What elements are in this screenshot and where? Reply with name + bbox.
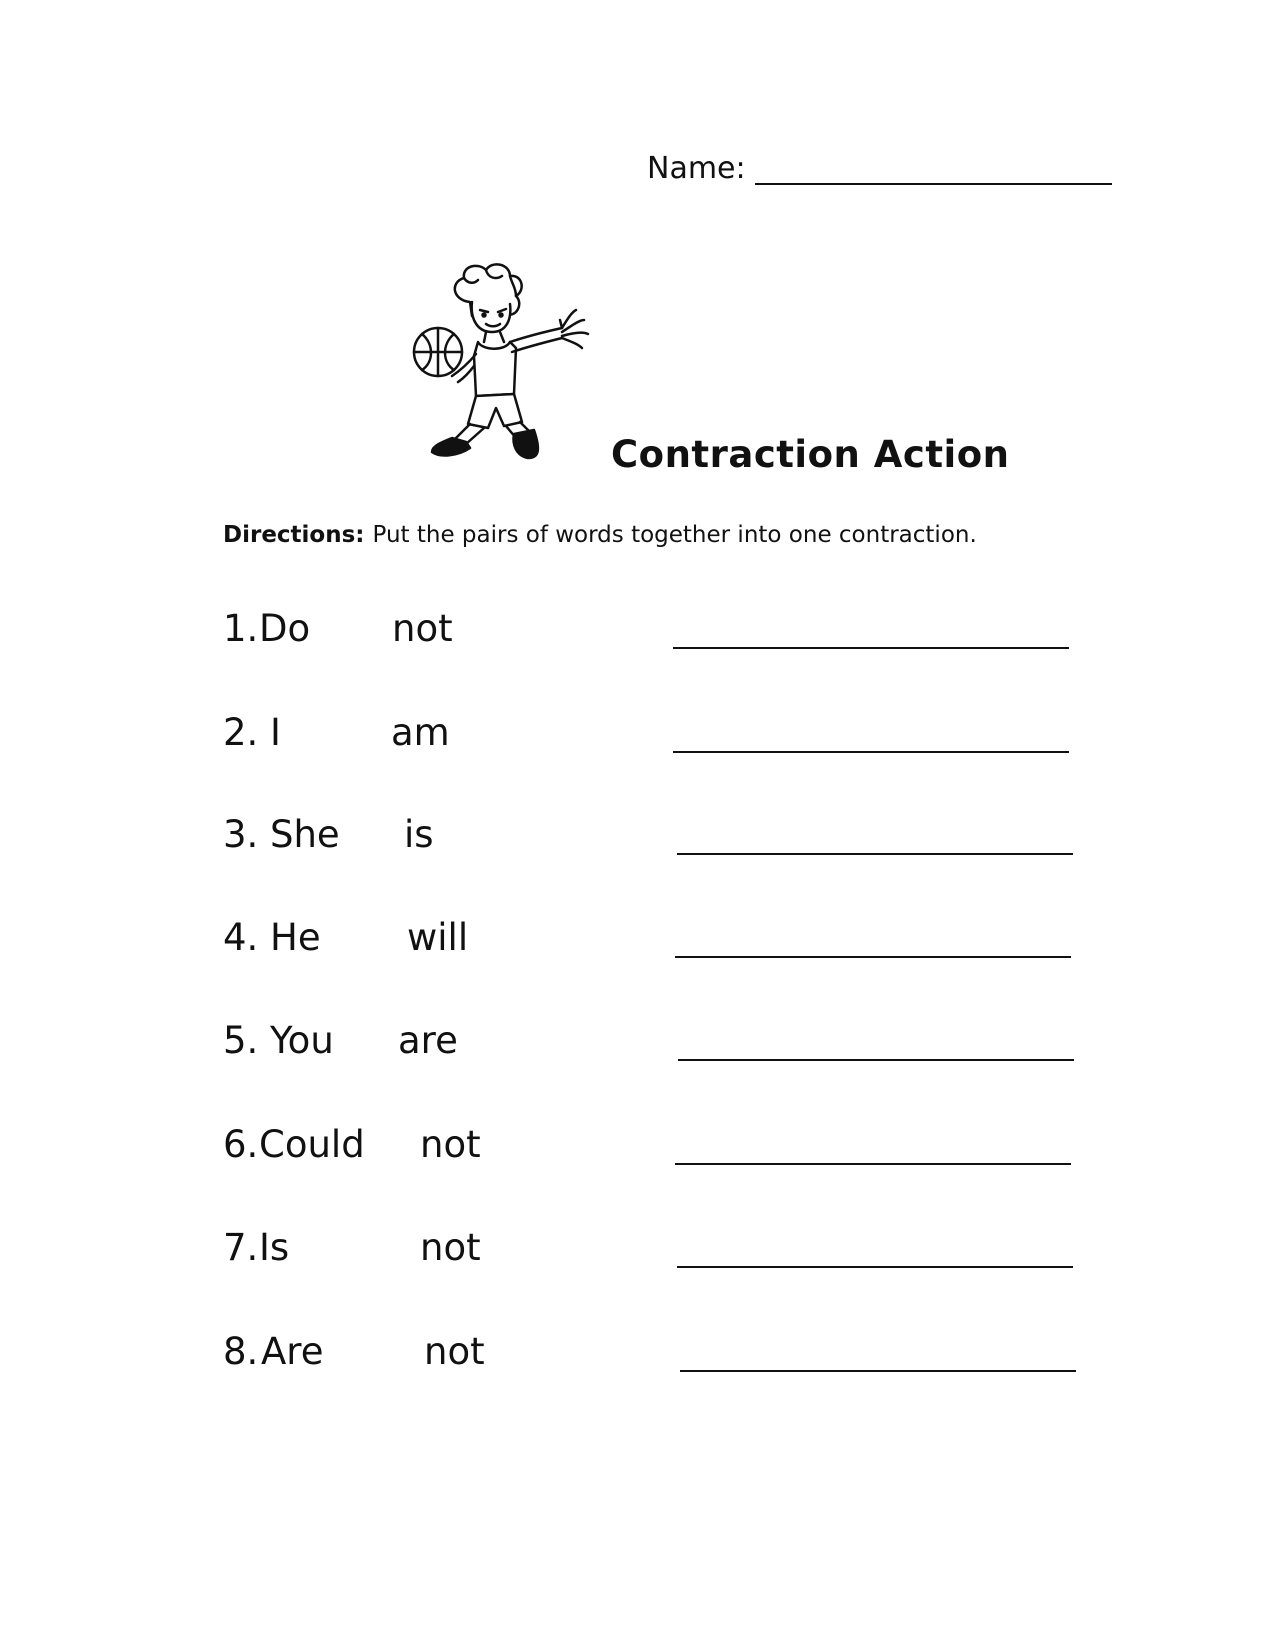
answer-line[interactable] <box>680 1370 1076 1372</box>
item-word2: not <box>420 1226 481 1269</box>
item-word2: will <box>407 916 469 959</box>
list-item <box>0 1328 1275 1388</box>
answer-line[interactable] <box>673 751 1069 753</box>
name-field[interactable] <box>647 150 1117 190</box>
list-item <box>0 709 1275 769</box>
item-word1: She <box>270 813 340 856</box>
answer-line[interactable] <box>675 956 1071 958</box>
item-word2: is <box>404 813 434 856</box>
item-number: 6. <box>223 1123 259 1166</box>
answer-line[interactable] <box>678 1059 1074 1061</box>
name-blank-line[interactable] <box>755 183 1112 185</box>
list-item <box>0 1224 1275 1284</box>
item-word2: am <box>391 711 450 754</box>
list-item <box>0 914 1275 974</box>
list-item <box>0 811 1275 871</box>
list-item <box>0 1121 1275 1181</box>
item-number: 1. <box>223 607 259 650</box>
item-number: 4. <box>223 916 259 959</box>
directions-text: Put the pairs of words together into one contraction. <box>372 522 977 548</box>
item-word1: Is <box>259 1226 290 1269</box>
directions-label: Directions: <box>223 522 365 548</box>
item-word2: not <box>424 1330 485 1373</box>
item-word1: Are <box>261 1330 324 1373</box>
list-item <box>0 1017 1275 1077</box>
item-number: 8. <box>223 1330 259 1373</box>
item-number: 2. <box>223 711 259 754</box>
item-word1: You <box>270 1019 334 1062</box>
item-word2: not <box>420 1123 481 1166</box>
item-number: 3. <box>223 813 259 856</box>
answer-line[interactable] <box>677 853 1073 855</box>
answer-line[interactable] <box>675 1163 1071 1165</box>
item-word1: He <box>270 916 321 959</box>
directions <box>223 520 977 550</box>
item-number: 5. <box>223 1019 259 1062</box>
item-number: 7. <box>223 1226 259 1269</box>
item-word1: I <box>270 711 281 754</box>
basketball-player-icon <box>412 262 612 462</box>
answer-line[interactable] <box>677 1266 1073 1268</box>
worksheet-title: Contraction Action <box>611 433 1010 476</box>
name-label: Name: <box>647 151 746 186</box>
item-word2: not <box>392 607 453 650</box>
item-word2: are <box>398 1019 458 1062</box>
item-word1: Could <box>259 1123 365 1166</box>
answer-line[interactable] <box>673 647 1069 649</box>
item-word1: Do <box>259 607 311 650</box>
list-item <box>0 605 1275 665</box>
